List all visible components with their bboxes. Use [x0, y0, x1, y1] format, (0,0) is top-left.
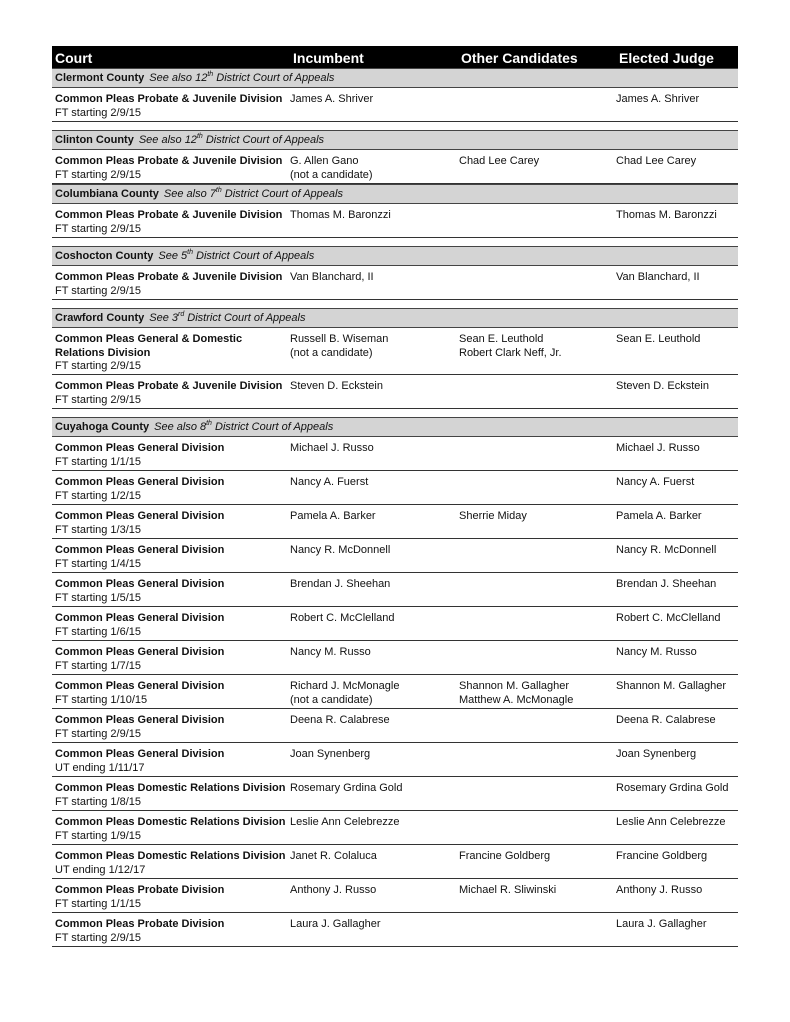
incumbent-name: Nancy A. Fuerst	[290, 476, 369, 488]
court-division-name: Common Pleas Probate & Juvenile Division	[55, 209, 283, 221]
table-row	[52, 471, 738, 505]
elected-judge-name: Sean E. Leuthold	[616, 333, 701, 345]
incumbent-name: Robert C. McClelland	[290, 612, 395, 624]
elected-judge-cell	[616, 850, 707, 864]
term-text: UT ending 1/11/17	[55, 761, 145, 774]
court-cell	[55, 333, 289, 374]
table-row	[52, 845, 738, 879]
court-cell	[55, 918, 289, 945]
incumbent-cell	[290, 93, 373, 107]
incumbent-cell	[290, 544, 390, 558]
incumbent-name: Anthony J. Russo	[290, 884, 377, 896]
county-name: Coshocton County	[55, 250, 154, 262]
table-row	[52, 811, 738, 845]
court-division-name: Common Pleas General Division	[55, 578, 225, 590]
appeals-court-reference	[164, 188, 343, 200]
section-spacer	[52, 122, 738, 130]
reference-text: District Court of Appeals	[213, 72, 335, 84]
court-cell	[55, 748, 289, 775]
court-division-name: Common Pleas Probate & Juvenile Division	[55, 93, 283, 105]
incumbent-name: James A. Shriver	[290, 93, 374, 105]
elected-judge-name: James A. Shriver	[616, 93, 700, 105]
court-cell	[55, 209, 289, 236]
incumbent-cell	[290, 816, 399, 830]
header-court: Court	[55, 50, 93, 66]
candidate-name: Matthew A. McMonagle	[459, 693, 574, 706]
court-division-name: Common Pleas General Division	[55, 544, 225, 556]
court-cell	[55, 380, 289, 407]
reference-ordinal-suffix: th	[206, 420, 212, 427]
county-heading	[55, 421, 333, 433]
court-cell	[55, 155, 289, 182]
term-text: FT starting 2/9/15	[55, 360, 142, 372]
court-division-name: Relations Division	[55, 346, 151, 359]
appeals-court-reference	[139, 134, 324, 146]
table-row	[52, 328, 738, 375]
candidate-name: Shannon M. Gallagher	[459, 680, 570, 692]
elected-judge-cell	[616, 816, 725, 830]
court-cell	[55, 271, 289, 298]
reference-text: See also 12	[149, 72, 208, 84]
table-row	[52, 607, 738, 641]
term-text: UT ending 1/12/17	[55, 863, 146, 876]
county-section-header	[52, 417, 738, 437]
term-text: FT starting 2/9/15	[55, 284, 142, 297]
elected-judge-cell	[616, 680, 726, 694]
court-division-name: Common Pleas General Division	[55, 748, 225, 760]
elected-judge-name: Brendan J. Sheehan	[616, 578, 717, 590]
elected-judge-cell	[616, 714, 716, 728]
court-cell	[55, 612, 289, 639]
incumbent-name: Michael J. Russo	[290, 442, 374, 454]
incumbent-name: Nancy R. McDonnell	[290, 544, 391, 556]
court-division-name: Common Pleas Domestic Relations Division	[55, 816, 286, 828]
reference-ordinal-suffix: th	[196, 133, 203, 140]
elected-judge-cell	[616, 612, 721, 626]
court-cell	[55, 884, 289, 911]
court-division-name: Common Pleas General Division	[55, 680, 225, 692]
table-header	[52, 46, 738, 68]
table-row	[52, 266, 738, 300]
table-row	[52, 675, 738, 709]
incumbent-name: Steven D. Eckstein	[290, 380, 383, 392]
elected-judge-name: Chad Lee Carey	[616, 155, 697, 167]
county-heading	[55, 250, 314, 262]
elected-judge-cell	[616, 209, 717, 223]
term-text: FT starting 2/9/15	[55, 222, 142, 235]
incumbent-cell	[290, 510, 376, 524]
county-section-header	[52, 246, 738, 266]
other-candidates-cell	[459, 155, 539, 169]
appeals-court-reference	[149, 72, 334, 84]
incumbent-cell	[290, 680, 399, 707]
court-division-name: Common Pleas General & Domestic	[55, 333, 243, 345]
court-division-name: Common Pleas General Division	[55, 612, 225, 624]
elected-judge-cell	[616, 333, 700, 347]
other-candidates-cell	[459, 510, 527, 524]
reference-ordinal-suffix: th	[215, 187, 222, 194]
table-row	[52, 709, 738, 743]
court-cell	[55, 442, 289, 469]
reference-text: District Court of Appeals	[221, 188, 343, 200]
reference-text: See also 12	[138, 134, 197, 146]
reference-text: See also 8	[154, 421, 207, 433]
elected-judge-name: Nancy R. McDonnell	[616, 544, 717, 556]
court-cell	[55, 782, 289, 809]
elected-judge-name: Leslie Ann Celebrezze	[616, 816, 726, 828]
incumbent-name: Thomas M. Baronzzi	[290, 209, 391, 221]
county-heading	[55, 134, 324, 146]
incumbent-cell	[290, 271, 374, 285]
elected-judge-name: Nancy A. Fuerst	[616, 476, 695, 488]
candidate-name: Francine Goldberg	[459, 850, 551, 862]
county-name: Clermont County	[55, 72, 145, 84]
elected-judge-name: Rosemary Grdina Gold	[616, 782, 729, 794]
county-heading	[55, 72, 334, 84]
other-candidates-cell	[459, 850, 550, 864]
elected-judge-cell	[616, 884, 702, 898]
court-cell	[55, 646, 289, 673]
incumbent-name: Richard J. McMonagle	[290, 680, 400, 692]
candidate-name: Sherrie Miday	[459, 510, 527, 522]
table-row	[52, 437, 738, 471]
elected-judge-name: Nancy M. Russo	[616, 646, 697, 658]
incumbent-cell	[290, 714, 390, 728]
candidate-name: Robert Clark Neff, Jr.	[459, 346, 562, 359]
incumbent-cell	[290, 476, 368, 490]
table-row	[52, 777, 738, 811]
term-text: FT starting 1/5/15	[55, 591, 142, 604]
reference-text: District Court of Appeals	[184, 312, 306, 324]
court-cell	[55, 476, 289, 503]
court-division-name: Common Pleas Probate & Juvenile Division	[55, 380, 283, 392]
incumbent-name: Rosemary Grdina Gold	[290, 782, 403, 794]
elected-judge-name: Anthony J. Russo	[616, 884, 703, 896]
county-name: Clinton County	[55, 134, 134, 146]
incumbent-name: Nancy M. Russo	[290, 646, 371, 658]
table-row	[52, 150, 738, 184]
court-cell	[55, 714, 289, 741]
elected-judge-cell	[616, 782, 729, 796]
incumbent-name: Leslie Ann Celebrezze	[290, 816, 400, 828]
term-text: FT starting 2/9/15	[55, 727, 142, 740]
incumbent-cell	[290, 782, 403, 796]
elected-judge-name: Thomas M. Baronzzi	[616, 209, 717, 221]
reference-text: District Court of Appeals	[192, 250, 315, 262]
section-spacer	[52, 300, 738, 308]
incumbent-name: Janet R. Colaluca	[290, 850, 377, 862]
incumbent-cell	[290, 646, 371, 660]
term-text: FT starting 1/9/15	[55, 829, 142, 842]
elected-judge-name: Joan Synenberg	[616, 748, 697, 760]
county-heading	[55, 188, 343, 200]
court-cell	[55, 850, 289, 877]
appeals-court-reference	[158, 250, 314, 262]
elected-judge-name: Francine Goldberg	[616, 850, 708, 862]
candidate-name: Michael R. Sliwinski	[459, 884, 557, 896]
court-cell	[55, 816, 289, 843]
other-candidates-cell	[459, 333, 562, 360]
reference-ordinal-suffix: th	[207, 71, 214, 78]
election-results-table	[52, 46, 738, 947]
reference-text: District Court of Appeals	[211, 421, 334, 433]
court-division-name: Common Pleas Probate & Juvenile Division	[55, 271, 283, 283]
court-division-name: Common Pleas Probate Division	[55, 884, 225, 896]
other-candidates-cell	[459, 884, 556, 898]
table-row	[52, 641, 738, 675]
elected-judge-cell	[616, 442, 700, 456]
court-cell	[55, 680, 289, 707]
elected-judge-name: Laura J. Gallagher	[616, 918, 707, 930]
incumbent-name: Joan Synenberg	[290, 748, 371, 760]
elected-judge-name: Steven D. Eckstein	[616, 380, 709, 392]
county-name: Crawford County	[55, 312, 145, 324]
header-other-candidates: Other Candidates	[461, 50, 578, 66]
court-division-name: Common Pleas Domestic Relations Division	[55, 782, 286, 794]
incumbent-name: G. Allen Gano	[290, 155, 359, 167]
incumbent-name: (not a candidate)	[290, 346, 373, 359]
court-cell	[55, 93, 289, 120]
elected-judge-name: Robert C. McClelland	[616, 612, 721, 624]
term-text: FT starting 2/9/15	[55, 931, 142, 944]
header-elected-judge: Elected Judge	[619, 50, 714, 66]
reference-text: See also 7	[163, 188, 216, 200]
table-row	[52, 539, 738, 573]
county-section-header	[52, 130, 738, 150]
incumbent-name: Pamela A. Barker	[290, 510, 376, 522]
court-division-name: Common Pleas Probate Division	[55, 918, 225, 930]
term-text: FT starting 2/9/15	[55, 106, 142, 119]
elected-judge-cell	[616, 578, 716, 592]
elected-judge-name: Michael J. Russo	[616, 442, 700, 454]
incumbent-cell	[290, 578, 390, 592]
incumbent-name: Deena R. Calabrese	[290, 714, 390, 726]
term-text: FT starting 2/9/15	[55, 393, 142, 406]
appeals-court-reference	[154, 421, 333, 433]
incumbent-cell	[290, 884, 376, 898]
court-cell	[55, 578, 289, 605]
court-cell	[55, 510, 289, 537]
county-section-header	[52, 68, 738, 88]
table-row	[52, 573, 738, 607]
elected-judge-cell	[616, 476, 694, 490]
table-row	[52, 375, 738, 409]
elected-judge-cell	[616, 544, 716, 558]
elected-judge-cell	[616, 510, 702, 524]
header-incumbent: Incumbent	[293, 50, 364, 66]
incumbent-cell	[290, 380, 383, 394]
other-candidates-cell	[459, 680, 573, 707]
section-spacer	[52, 238, 738, 246]
county-section-header	[52, 308, 738, 328]
term-text: FT starting 1/7/15	[55, 659, 142, 672]
elected-judge-name: Van Blanchard, II	[616, 271, 700, 283]
incumbent-cell	[290, 850, 377, 864]
incumbent-cell	[290, 209, 391, 223]
elected-judge-name: Deena R. Calabrese	[616, 714, 716, 726]
term-text: FT starting 1/3/15	[55, 523, 142, 536]
term-text: FT starting 1/1/15	[55, 455, 142, 468]
incumbent-cell	[290, 612, 395, 626]
reference-text: District Court of Appeals	[202, 134, 325, 146]
reference-text: See 5	[158, 250, 188, 262]
incumbent-cell	[290, 442, 374, 456]
elected-judge-name: Pamela A. Barker	[616, 510, 702, 522]
court-division-name: Common Pleas General Division	[55, 714, 225, 726]
county-section-header	[52, 184, 738, 204]
incumbent-cell	[290, 918, 381, 932]
reference-text: See 3	[149, 312, 178, 324]
incumbent-name: Brendan J. Sheehan	[290, 578, 391, 590]
term-text: FT starting 1/6/15	[55, 625, 142, 638]
term-text: FT starting 1/10/15	[55, 693, 148, 706]
table-row	[52, 88, 738, 122]
term-text: FT starting 2/9/15	[55, 168, 142, 181]
candidate-name: Sean E. Leuthold	[459, 333, 544, 345]
incumbent-cell	[290, 748, 370, 762]
elected-judge-cell	[616, 155, 696, 169]
incumbent-name: Van Blanchard, II	[290, 271, 374, 283]
incumbent-cell	[290, 333, 388, 360]
incumbent-name: (not a candidate)	[290, 168, 373, 181]
court-division-name: Common Pleas General Division	[55, 510, 225, 522]
elected-judge-cell	[616, 380, 709, 394]
elected-judge-cell	[616, 271, 700, 285]
reference-ordinal-suffix: rd	[177, 311, 185, 318]
term-text: FT starting 1/8/15	[55, 795, 142, 808]
table-row	[52, 743, 738, 777]
court-division-name: Common Pleas Probate & Juvenile Division	[55, 155, 283, 167]
county-name: Columbiana County	[55, 188, 159, 200]
county-name: Cuyahoga County	[55, 421, 150, 433]
court-cell	[55, 544, 289, 571]
table-row	[52, 879, 738, 913]
incumbent-name: (not a candidate)	[290, 693, 373, 706]
term-text: FT starting 1/4/15	[55, 557, 142, 570]
term-text: FT starting 1/2/15	[55, 489, 142, 502]
elected-judge-cell	[616, 93, 699, 107]
elected-judge-name: Shannon M. Gallagher	[616, 680, 727, 692]
elected-judge-cell	[616, 918, 707, 932]
incumbent-name: Laura J. Gallagher	[290, 918, 381, 930]
table-row	[52, 913, 738, 947]
court-division-name: Common Pleas General Division	[55, 476, 225, 488]
table-row	[52, 204, 738, 238]
court-division-name: Common Pleas General Division	[55, 442, 225, 454]
court-division-name: Common Pleas General Division	[55, 646, 225, 658]
section-spacer	[52, 409, 738, 417]
candidate-name: Chad Lee Carey	[459, 155, 540, 167]
elected-judge-cell	[616, 646, 697, 660]
reference-ordinal-suffix: th	[187, 249, 193, 256]
incumbent-cell	[290, 155, 373, 182]
county-heading	[55, 312, 305, 324]
table-row	[52, 505, 738, 539]
court-division-name: Common Pleas Domestic Relations Division	[55, 850, 286, 862]
appeals-court-reference	[149, 312, 305, 324]
term-text: FT starting 1/1/15	[55, 897, 142, 910]
incumbent-name: Russell B. Wiseman	[290, 333, 389, 345]
table-body	[52, 68, 738, 947]
elected-judge-cell	[616, 748, 696, 762]
